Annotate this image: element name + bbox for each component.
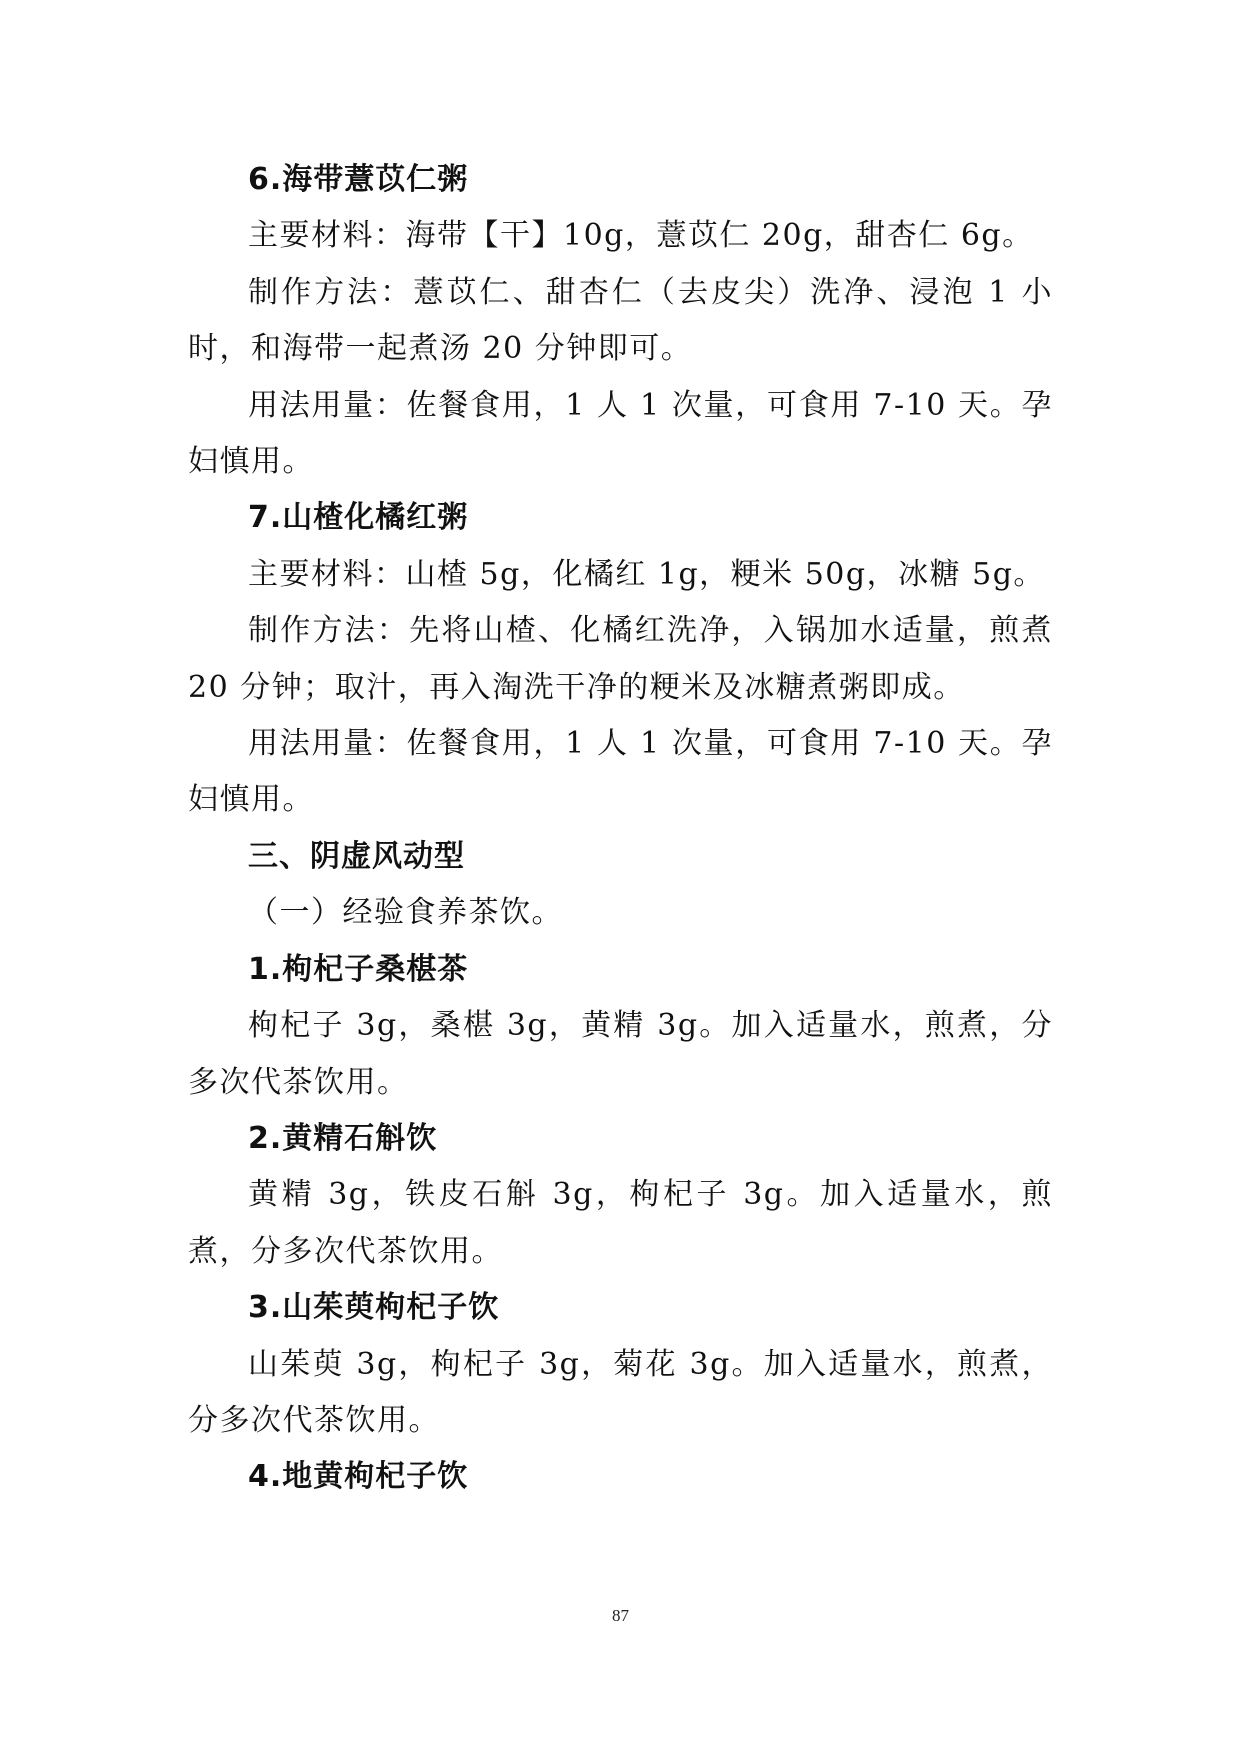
body-paragraph: 枸杞子 3g，桑椹 3g，黄精 3g。加入适量水，煎煮，分多次代茶饮用。: [188, 1008, 1053, 1100]
recipe-heading: 6.海带薏苡仁粥: [248, 162, 469, 197]
body-paragraph: 黄精 3g，铁皮石斛 3g，枸杞子 3g。加入适量水，煎煮，分多次代茶饮用。: [188, 1177, 1053, 1269]
body-paragraph: 制作方法：先将山楂、化橘红洗净，入锅加水适量，煎煮 20 分钟；取汁，再入淘洗干净的粳米及冰糖煮粥即成。: [188, 613, 1053, 705]
page-number: 87: [612, 1606, 629, 1625]
recipe-heading: 4.地黄枸杞子饮: [248, 1459, 469, 1495]
recipe-heading: 2.黄精石斛饮: [248, 1120, 438, 1156]
recipe-heading: 3.山茱萸枸杞子饮: [248, 1290, 500, 1326]
recipe-heading: 1.枸杞子桑椹茶: [248, 951, 469, 987]
recipe-heading: 7.山楂化橘红粥: [248, 500, 469, 536]
page-content: [188, 152, 1053, 1506]
body-paragraph: 用法用量：佐餐食用，1 人 1 次量，可食用 7-10 天。孕妇慎用。: [188, 726, 1053, 818]
section-heading: 三、阴虚风动型: [248, 838, 465, 874]
body-paragraph: 山茱萸 3g，枸杞子 3g，菊花 3g。加入适量水，煎煮，分多次代茶饮用。: [188, 1346, 1053, 1438]
body-paragraph: 主要材料：海带【干】10g，薏苡仁 20g，甜杏仁 6g。: [248, 218, 1034, 254]
body-paragraph: 制作方法：薏苡仁、甜杏仁（去皮尖）洗净、浸泡 1 小时，和海带一起煮汤 20 分钟即可。: [188, 274, 1053, 367]
subsection-heading: （一）经验食养茶饮。: [248, 895, 563, 931]
body-paragraph: 主要材料：山楂 5g，化橘红 1g，粳米 50g，冰糖 5g。: [248, 556, 1045, 592]
body-paragraph: 用法用量：佐餐食用，1 人 1 次量，可食用 7-10 天。孕妇慎用。: [188, 387, 1053, 480]
